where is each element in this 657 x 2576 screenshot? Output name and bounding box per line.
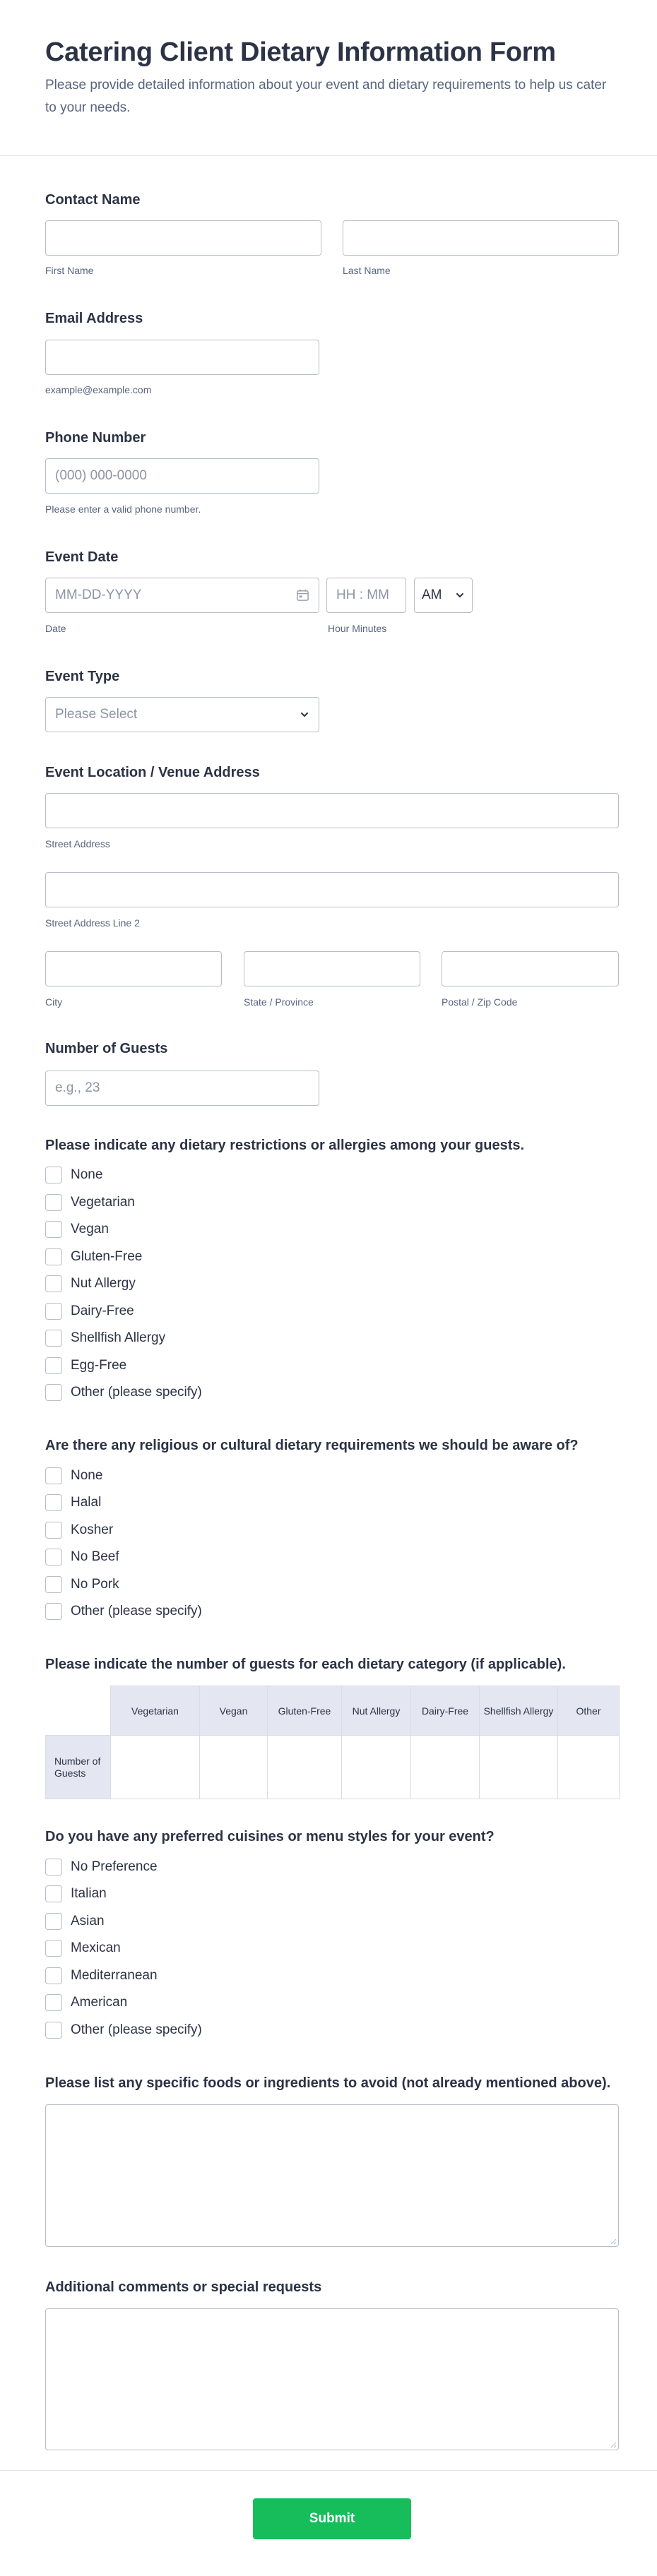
phone-label: Phone Number (45, 430, 146, 446)
form-title: Catering Client Dietary Information Form (45, 37, 556, 67)
chevron-down-icon (455, 590, 465, 600)
religious-option[interactable] (45, 1548, 119, 1566)
matrix-column-header: Vegetarian (111, 1686, 200, 1736)
cuisines-label: Do you have any preferred cuisines or menu styles for your event? (45, 1829, 495, 1844)
checkbox[interactable] (45, 1494, 62, 1511)
option-label: Other (please specify) (71, 1604, 202, 1618)
restriction-option[interactable] (45, 1383, 202, 1402)
matrix-label: Please indicate the number of guests for each dietary category (if applicable). (45, 1657, 566, 1672)
option-label: American (71, 1995, 128, 2010)
matrix-cell-gluten-free[interactable] (268, 1736, 342, 1799)
zip-sublabel: Postal / Zip Code (442, 996, 518, 1008)
phone-sublabel: Please enter a valid phone number. (45, 503, 201, 515)
guests-input[interactable] (45, 1071, 319, 1106)
checkbox[interactable] (45, 1357, 62, 1374)
checkbox[interactable] (45, 1384, 62, 1401)
date-input[interactable] (45, 578, 319, 613)
checkbox[interactable] (45, 1859, 62, 1876)
street-address-line2-input[interactable] (45, 872, 619, 907)
matrix-column-header: Gluten-Free (268, 1686, 342, 1736)
first-name-sublabel: First Name (45, 265, 94, 276)
option-label: Shellfish Allergy (71, 1330, 166, 1345)
comments-field (45, 2308, 619, 2450)
checkbox[interactable] (45, 1576, 62, 1593)
matrix-row-header: Number of Guests (46, 1736, 111, 1799)
email-input[interactable] (45, 340, 319, 375)
resize-grip-icon[interactable] (610, 2441, 617, 2448)
matrix-column-header: Dairy-Free (411, 1686, 480, 1736)
checkbox[interactable] (45, 1522, 62, 1539)
state-sublabel: State / Province (244, 996, 314, 1008)
cuisine-option[interactable] (45, 1912, 105, 1931)
religious-option[interactable] (45, 1602, 202, 1621)
option-label: Italian (71, 1886, 107, 1901)
checkbox[interactable] (45, 1913, 62, 1930)
location-label: Event Location / Venue Address (45, 765, 260, 780)
restriction-option[interactable] (45, 1275, 136, 1293)
checkbox[interactable] (45, 1549, 62, 1566)
checkbox[interactable] (45, 1167, 62, 1183)
date-field (45, 578, 319, 613)
religious-option[interactable] (45, 1575, 119, 1594)
cuisine-option[interactable] (45, 1885, 107, 1903)
religious-option[interactable] (45, 1521, 113, 1539)
cuisine-option[interactable] (45, 2021, 202, 2039)
guest-count-matrix (45, 1686, 620, 1799)
option-label: No Beef (71, 1549, 119, 1564)
ampm-value: AM (422, 588, 442, 602)
checkbox[interactable] (45, 1248, 62, 1265)
checkbox[interactable] (45, 1994, 62, 2011)
option-label: None (71, 1468, 103, 1483)
checkbox[interactable] (45, 1940, 62, 1957)
city-input[interactable] (45, 951, 222, 986)
option-label: Asian (71, 1914, 105, 1928)
checkbox[interactable] (45, 1194, 62, 1211)
chevron-down-icon (300, 710, 309, 720)
option-label: Vegan (71, 1222, 109, 1236)
option-label: Other (please specify) (71, 1385, 202, 1400)
option-label: Vegetarian (71, 1195, 135, 1210)
religious-option[interactable] (45, 1467, 102, 1485)
date-sublabel: Date (45, 623, 66, 634)
restriction-option[interactable] (45, 1248, 142, 1266)
matrix-cell-shellfish-allergy[interactable] (480, 1736, 558, 1799)
state-input[interactable] (244, 951, 420, 986)
checkbox[interactable] (45, 2022, 62, 2039)
restrictions-label: Please indicate any dietary restrictions or allergies among your guests. (45, 1138, 525, 1153)
option-label: Dairy-Free (71, 1304, 134, 1318)
religious-option[interactable] (45, 1493, 101, 1512)
guests-label: Number of Guests (45, 1041, 168, 1056)
restriction-option[interactable] (45, 1302, 134, 1320)
option-label: Kosher (71, 1522, 114, 1537)
matrix-column-header: Other (558, 1686, 620, 1736)
event-type-select[interactable] (45, 697, 319, 732)
cuisine-option[interactable] (45, 1993, 127, 2012)
matrix-cell-other[interactable] (558, 1736, 620, 1799)
checkbox[interactable] (45, 1967, 62, 1984)
checkbox[interactable] (45, 1885, 62, 1902)
matrix-corner (46, 1686, 111, 1736)
option-label: Egg-Free (71, 1358, 127, 1373)
avoid-label: Please list any specific foods or ingredients to avoid (not already mentioned above). (45, 2075, 611, 2091)
event-type-label: Event Type (45, 669, 120, 684)
zip-input[interactable] (442, 951, 619, 986)
option-label: None (71, 1167, 103, 1182)
restriction-option[interactable] (45, 1166, 102, 1184)
religious-label: Are there any religious or cultural dietary requirements we should be aware of? (45, 1438, 579, 1453)
option-label: Other (please specify) (71, 2022, 202, 2037)
matrix-column-header: Nut Allergy (342, 1686, 411, 1736)
calendar-icon[interactable] (296, 588, 309, 602)
checkbox[interactable] (45, 1303, 62, 1320)
restriction-option[interactable] (45, 1356, 126, 1375)
resize-grip-icon[interactable] (610, 2238, 617, 2245)
matrix-cell-dairy-free[interactable] (411, 1736, 480, 1799)
restriction-option[interactable] (45, 1193, 135, 1212)
time-input[interactable] (326, 578, 406, 613)
option-label: Halal (71, 1495, 102, 1510)
checkbox[interactable] (45, 1275, 62, 1292)
restriction-option[interactable] (45, 1220, 109, 1239)
event-type-placeholder: Please Select (55, 707, 138, 722)
contact-name-label: Contact Name (45, 192, 141, 208)
checkbox[interactable] (45, 1467, 62, 1484)
checkbox[interactable] (45, 1330, 62, 1347)
checkbox[interactable] (45, 1221, 62, 1238)
form-subtitle: Please provide detailed information about your event and dietary requirements to help us cater to your needs. (45, 78, 607, 115)
comments-label: Additional comments or special requests (45, 2279, 322, 2295)
street-address-line2-sublabel: Street Address Line 2 (45, 917, 140, 929)
email-sublabel: example@example.com (45, 384, 152, 395)
phone-input[interactable] (45, 458, 319, 494)
street-address-input[interactable] (45, 793, 619, 828)
time-sublabel: Hour Minutes (328, 623, 387, 634)
option-label: No Preference (71, 1859, 158, 1874)
cuisine-option[interactable] (45, 1967, 158, 1985)
event-date-label: Event Date (45, 549, 119, 565)
option-label: No Pork (71, 1577, 119, 1592)
matrix-cell-vegetarian[interactable] (111, 1736, 200, 1799)
matrix-column-header: Vegan (200, 1686, 268, 1736)
first-name-input[interactable] (45, 220, 321, 256)
cuisine-option[interactable] (45, 1858, 158, 1876)
street-address-sublabel: Street Address (45, 838, 110, 849)
submit-button[interactable]: Submit (253, 2498, 411, 2539)
last-name-input[interactable] (343, 220, 619, 256)
ampm-select[interactable] (414, 578, 473, 613)
form-header (0, 0, 657, 156)
last-name-sublabel: Last Name (343, 265, 391, 276)
matrix-column-header: Shellfish Allergy (480, 1686, 558, 1736)
option-label: Gluten-Free (71, 1249, 143, 1264)
comments-textarea[interactable] (45, 2308, 619, 2450)
matrix-cell-vegan[interactable] (200, 1736, 268, 1799)
option-label: Mediterranean (71, 1968, 158, 1983)
avoid-textarea[interactable] (45, 2104, 619, 2247)
option-label: Mexican (71, 1940, 121, 1955)
city-sublabel: City (45, 996, 63, 1008)
restriction-option[interactable] (45, 1329, 165, 1347)
option-label: Nut Allergy (71, 1276, 136, 1291)
checkbox[interactable] (45, 1603, 62, 1620)
cuisine-option[interactable] (45, 1939, 121, 1957)
matrix-cell-nut-allergy[interactable] (342, 1736, 411, 1799)
avoid-field (45, 2104, 619, 2247)
email-label: Email Address (45, 311, 143, 326)
